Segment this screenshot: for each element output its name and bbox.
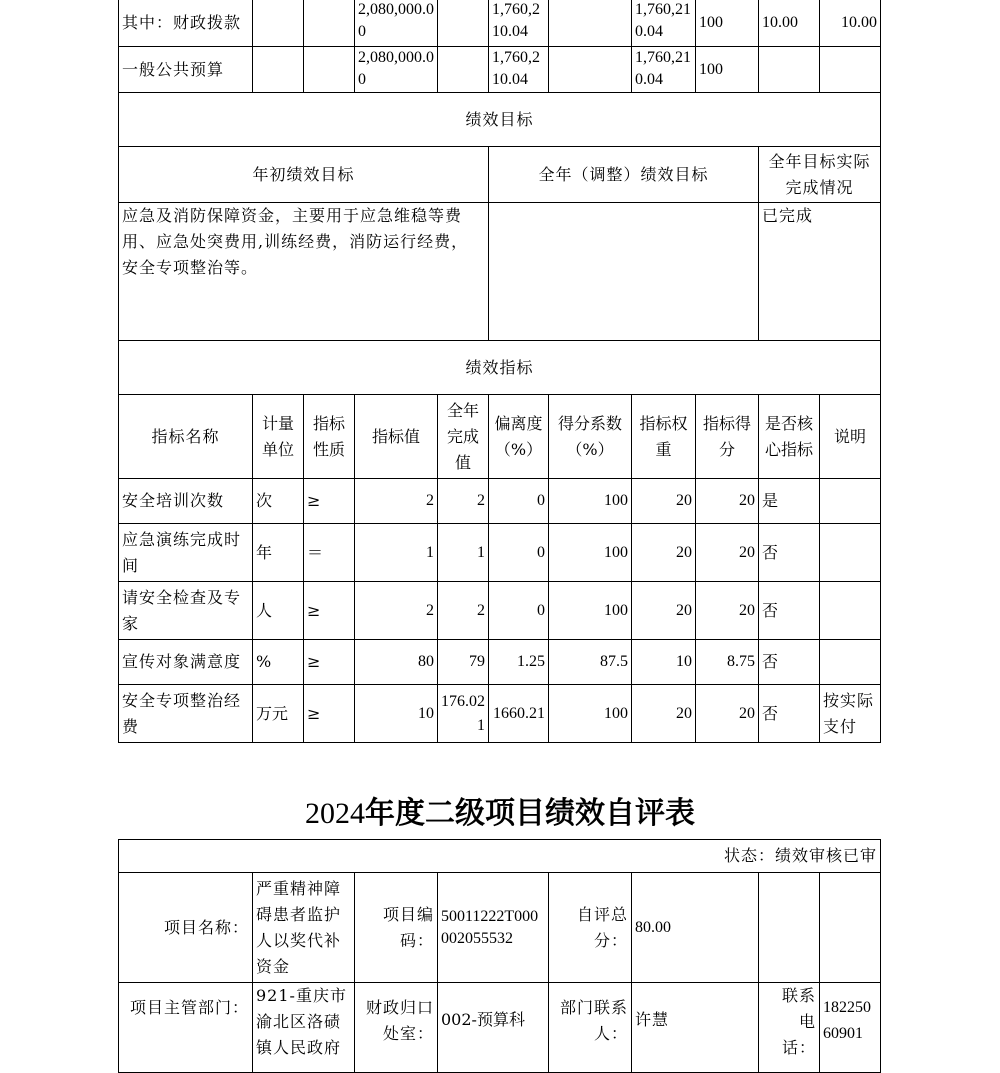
indicator-weight: 20 [632, 524, 696, 582]
indicator-note: 按实际支付 [820, 685, 881, 743]
indicator-actual: 1 [438, 524, 489, 582]
funding-weight: 10.00 [759, 0, 820, 47]
indicator-core: 否 [759, 640, 820, 685]
indicator-actual: 79 [438, 640, 489, 685]
indicator-nature: ≥ [304, 582, 355, 640]
header-unit: 计量单位 [253, 395, 304, 479]
indicator-deviation: 1660.21 [489, 685, 549, 743]
phone-value: 18225060901 [820, 983, 881, 1073]
project-code-label: 项目编码： [355, 873, 438, 983]
indicator-weight: 20 [632, 479, 696, 524]
indicator-name: 应急演练完成时间 [119, 524, 253, 582]
indicator-score: 20 [696, 582, 759, 640]
indicator-unit: % [253, 640, 304, 685]
header-weight: 指标权重 [632, 395, 696, 479]
indicator-coef: 100 [549, 582, 632, 640]
funding-rate: 100 [696, 0, 759, 47]
project-code-value: 50011222T000002055532 [438, 873, 549, 983]
indicator-coef: 87.5 [549, 640, 632, 685]
funding-executed: 1,760,210.04 [632, 0, 696, 47]
indicator-unit: 年 [253, 524, 304, 582]
indicator-target: 2 [355, 479, 438, 524]
dept-value: 921-重庆市渝北区洛碛镇人民政府 [253, 983, 355, 1073]
indicator-core: 否 [759, 582, 820, 640]
header-actual: 全年完成值 [438, 395, 489, 479]
indicator-score: 20 [696, 685, 759, 743]
header-coef: 得分系数（%） [549, 395, 632, 479]
goals-content-row [119, 203, 881, 341]
indicator-core: 否 [759, 685, 820, 743]
indicator-note [820, 524, 881, 582]
funding-adjusted: 1,760,210.04 [489, 47, 549, 93]
funding-row-fiscal [119, 0, 881, 47]
indicator-coef: 100 [549, 685, 632, 743]
funding-executed: 1,760,210.04 [632, 47, 696, 93]
header-nature: 指标性质 [304, 395, 355, 479]
finance-value: 002-预算科 [438, 983, 549, 1073]
header-indicator-name: 指标名称 [119, 395, 253, 479]
header-score: 指标得分 [696, 395, 759, 479]
dept-label: 项目主管部门： [119, 983, 253, 1073]
table-row [119, 524, 881, 582]
indicator-score: 20 [696, 479, 759, 524]
table-row [119, 685, 881, 743]
indicator-unit: 人 [253, 582, 304, 640]
indicator-weight: 10 [632, 640, 696, 685]
project-name-value: 严重精神障碍患者监护人以奖代补资金 [253, 873, 355, 983]
status-text: 状态：绩效审核已审 [119, 840, 881, 873]
indicator-name: 请安全检查及专家 [119, 582, 253, 640]
funding-cell [304, 0, 355, 47]
goals-col-actual: 全年目标实际完成情况 [759, 147, 881, 203]
indicator-deviation: 0 [489, 524, 549, 582]
funding-cell [438, 0, 489, 47]
empty-cell [759, 873, 820, 983]
header-core: 是否核心指标 [759, 395, 820, 479]
funding-adjusted: 1,760,210.04 [489, 0, 549, 47]
dept-row [119, 983, 881, 1073]
indicator-weight: 20 [632, 582, 696, 640]
project-name-label: 项目名称： [119, 873, 253, 983]
goals-initial-text: 应急及消防保障资金，主要用于应急维稳等费用、应急处突费用,训练经费，消防运行经费，安全专项整治等。 [119, 203, 489, 341]
goals-actual-text: 已完成 [759, 203, 881, 341]
goals-col-adjusted: 全年（调整）绩效目标 [489, 147, 759, 203]
indicator-deviation: 1.25 [489, 640, 549, 685]
funding-cell [253, 0, 304, 47]
indicator-core: 否 [759, 524, 820, 582]
funding-budget: 2,080,000.00 [355, 0, 438, 47]
indicator-score: 8.75 [696, 640, 759, 685]
indicator-note [820, 640, 881, 685]
indicator-nature: ＝ [304, 524, 355, 582]
indicator-nature: ≥ [304, 685, 355, 743]
indicator-actual: 176.021 [438, 685, 489, 743]
finance-label: 财政归口处室： [355, 983, 438, 1073]
indicator-target: 80 [355, 640, 438, 685]
goals-col-initial: 年初绩效目标 [119, 147, 489, 203]
table-row [119, 479, 881, 524]
indicator-actual: 2 [438, 582, 489, 640]
funding-label: 其中：财政拨款 [119, 0, 253, 47]
contact-value: 许慧 [632, 983, 759, 1073]
funding-weight [759, 47, 820, 93]
indicator-target: 10 [355, 685, 438, 743]
funding-score [820, 47, 881, 93]
indicator-nature: ≥ [304, 479, 355, 524]
funding-cell [549, 47, 632, 93]
project-info-table [118, 839, 881, 1073]
indicator-note [820, 582, 881, 640]
header-deviation: 偏离度（%） [489, 395, 549, 479]
funding-rate: 100 [696, 47, 759, 93]
form-title [0, 790, 1000, 838]
funding-cell [253, 47, 304, 93]
performance-table [118, 0, 881, 743]
indicators-section-row [119, 341, 881, 395]
funding-cell [304, 47, 355, 93]
header-note: 说明 [820, 395, 881, 479]
indicator-name: 安全培训次数 [119, 479, 253, 524]
indicator-coef: 100 [549, 479, 632, 524]
indicators-header-row [119, 395, 881, 479]
indicator-name: 宣传对象满意度 [119, 640, 253, 685]
goals-header-row [119, 147, 881, 203]
table-row [119, 582, 881, 640]
table-row [119, 640, 881, 685]
form-title-text: 年度二级项目绩效自评表 [365, 796, 695, 831]
contact-label: 部门联系人： [549, 983, 632, 1073]
empty-cell [820, 873, 881, 983]
indicator-name: 安全专项整治经费 [119, 685, 253, 743]
funding-cell [438, 47, 489, 93]
indicator-nature: ≥ [304, 640, 355, 685]
indicator-unit: 次 [253, 479, 304, 524]
indicator-note [820, 479, 881, 524]
funding-budget: 2,080,000.00 [355, 47, 438, 93]
phone-label: 联系电话： [759, 983, 820, 1073]
funding-cell [549, 0, 632, 47]
status-row [119, 840, 881, 873]
goals-adjusted-text [489, 203, 759, 341]
self-score-label: 自评总分： [549, 873, 632, 983]
indicator-actual: 2 [438, 479, 489, 524]
indicator-unit: 万元 [253, 685, 304, 743]
indicator-target: 2 [355, 582, 438, 640]
indicator-core: 是 [759, 479, 820, 524]
indicator-deviation: 0 [489, 479, 549, 524]
indicator-coef: 100 [549, 524, 632, 582]
indicator-weight: 20 [632, 685, 696, 743]
indicator-deviation: 0 [489, 582, 549, 640]
goals-section-title: 绩效目标 [119, 93, 881, 147]
indicator-score: 20 [696, 524, 759, 582]
project-row [119, 873, 881, 983]
indicators-section-title: 绩效指标 [119, 341, 881, 395]
form-title-year: 2024 [305, 797, 365, 830]
funding-score: 10.00 [820, 0, 881, 47]
self-score-value: 80.00 [632, 873, 759, 983]
funding-label: 一般公共预算 [119, 47, 253, 93]
indicator-target: 1 [355, 524, 438, 582]
goals-section-row [119, 93, 881, 147]
header-target: 指标值 [355, 395, 438, 479]
funding-row-general [119, 47, 881, 93]
